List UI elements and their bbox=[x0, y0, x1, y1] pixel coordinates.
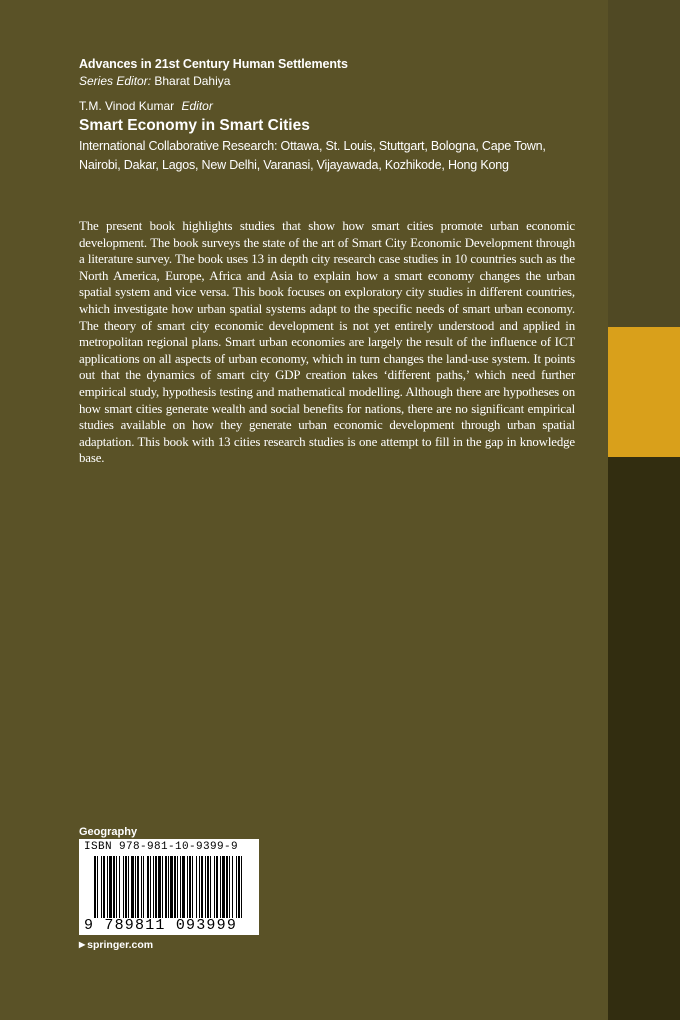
triangle-right-icon: ▶ bbox=[79, 940, 86, 949]
book-title: Smart Economy in Smart Cities bbox=[79, 117, 310, 134]
barcode-bars bbox=[94, 856, 246, 918]
subject-category: Geography bbox=[79, 826, 138, 838]
book-description: The present book highlights studies that show how smart cities promote urban economic development. The book surveys the state of the art of Smart City Economic Development through a literature survey. The book uses 13 in depth city research case studies in 10 countries such as the North America, Europe, Africa and Asia to explain how a smart economy changes the urban spatial system and vice versa. This book focuses on exploratory city studies in different countries, which investigate how urban spatial systems adapt to the specific needs of smart urban economy. The theory of smart city economic development is not yet entirely understood and applied in metropolitan regional plans. Smart urban economies are largely the result of the influence of ICT applications on all aspects of urban economy, which in turn changes the land-use system. It points out that the dynamics of smart city GDP creation takes ‘different paths,’ which need further empirical study, hypothesis testing and mathematical modelling. Although there are hypotheses on how smart cities generate wealth and social benefits for nations, there are no significant empirical studies available on how they generate urban economic development through urban spatial adaptation. This book with 13 cities research studies is one attempt to fill in the gap in knowledge base. bbox=[79, 219, 575, 466]
series-editor bbox=[79, 73, 599, 89]
side-stripe-top bbox=[608, 0, 680, 327]
publisher-link[interactable] bbox=[79, 938, 153, 952]
series-editor-role: Series Editor: bbox=[79, 74, 152, 88]
series-editor-name: Bharat Dahiya bbox=[154, 74, 231, 88]
ean-digits: 9 789811 093999 bbox=[84, 917, 238, 934]
book-editor bbox=[79, 98, 599, 114]
side-stripe-bottom bbox=[608, 457, 680, 1020]
publisher-url: springer.com bbox=[87, 939, 154, 951]
cover-header bbox=[79, 56, 599, 175]
series-title: Advances in 21st Century Human Settlements bbox=[79, 57, 348, 71]
isbn-barcode bbox=[79, 839, 259, 935]
book-editor-role: Editor bbox=[181, 99, 213, 113]
side-stripe-accent bbox=[608, 327, 680, 457]
isbn-text: ISBN 978-981-10-9399-9 bbox=[84, 841, 239, 853]
book-subtitle: International Collaborative Research: Ottawa, St. Louis, Stuttgart, Bologna, Cape Town, Nairobi, Dakar, Lagos, New Delhi, Varanasi, Vijayawada, Kozhikode, Hong Kong bbox=[79, 139, 546, 172]
book-editor-name: T.M. Vinod Kumar bbox=[79, 99, 175, 113]
